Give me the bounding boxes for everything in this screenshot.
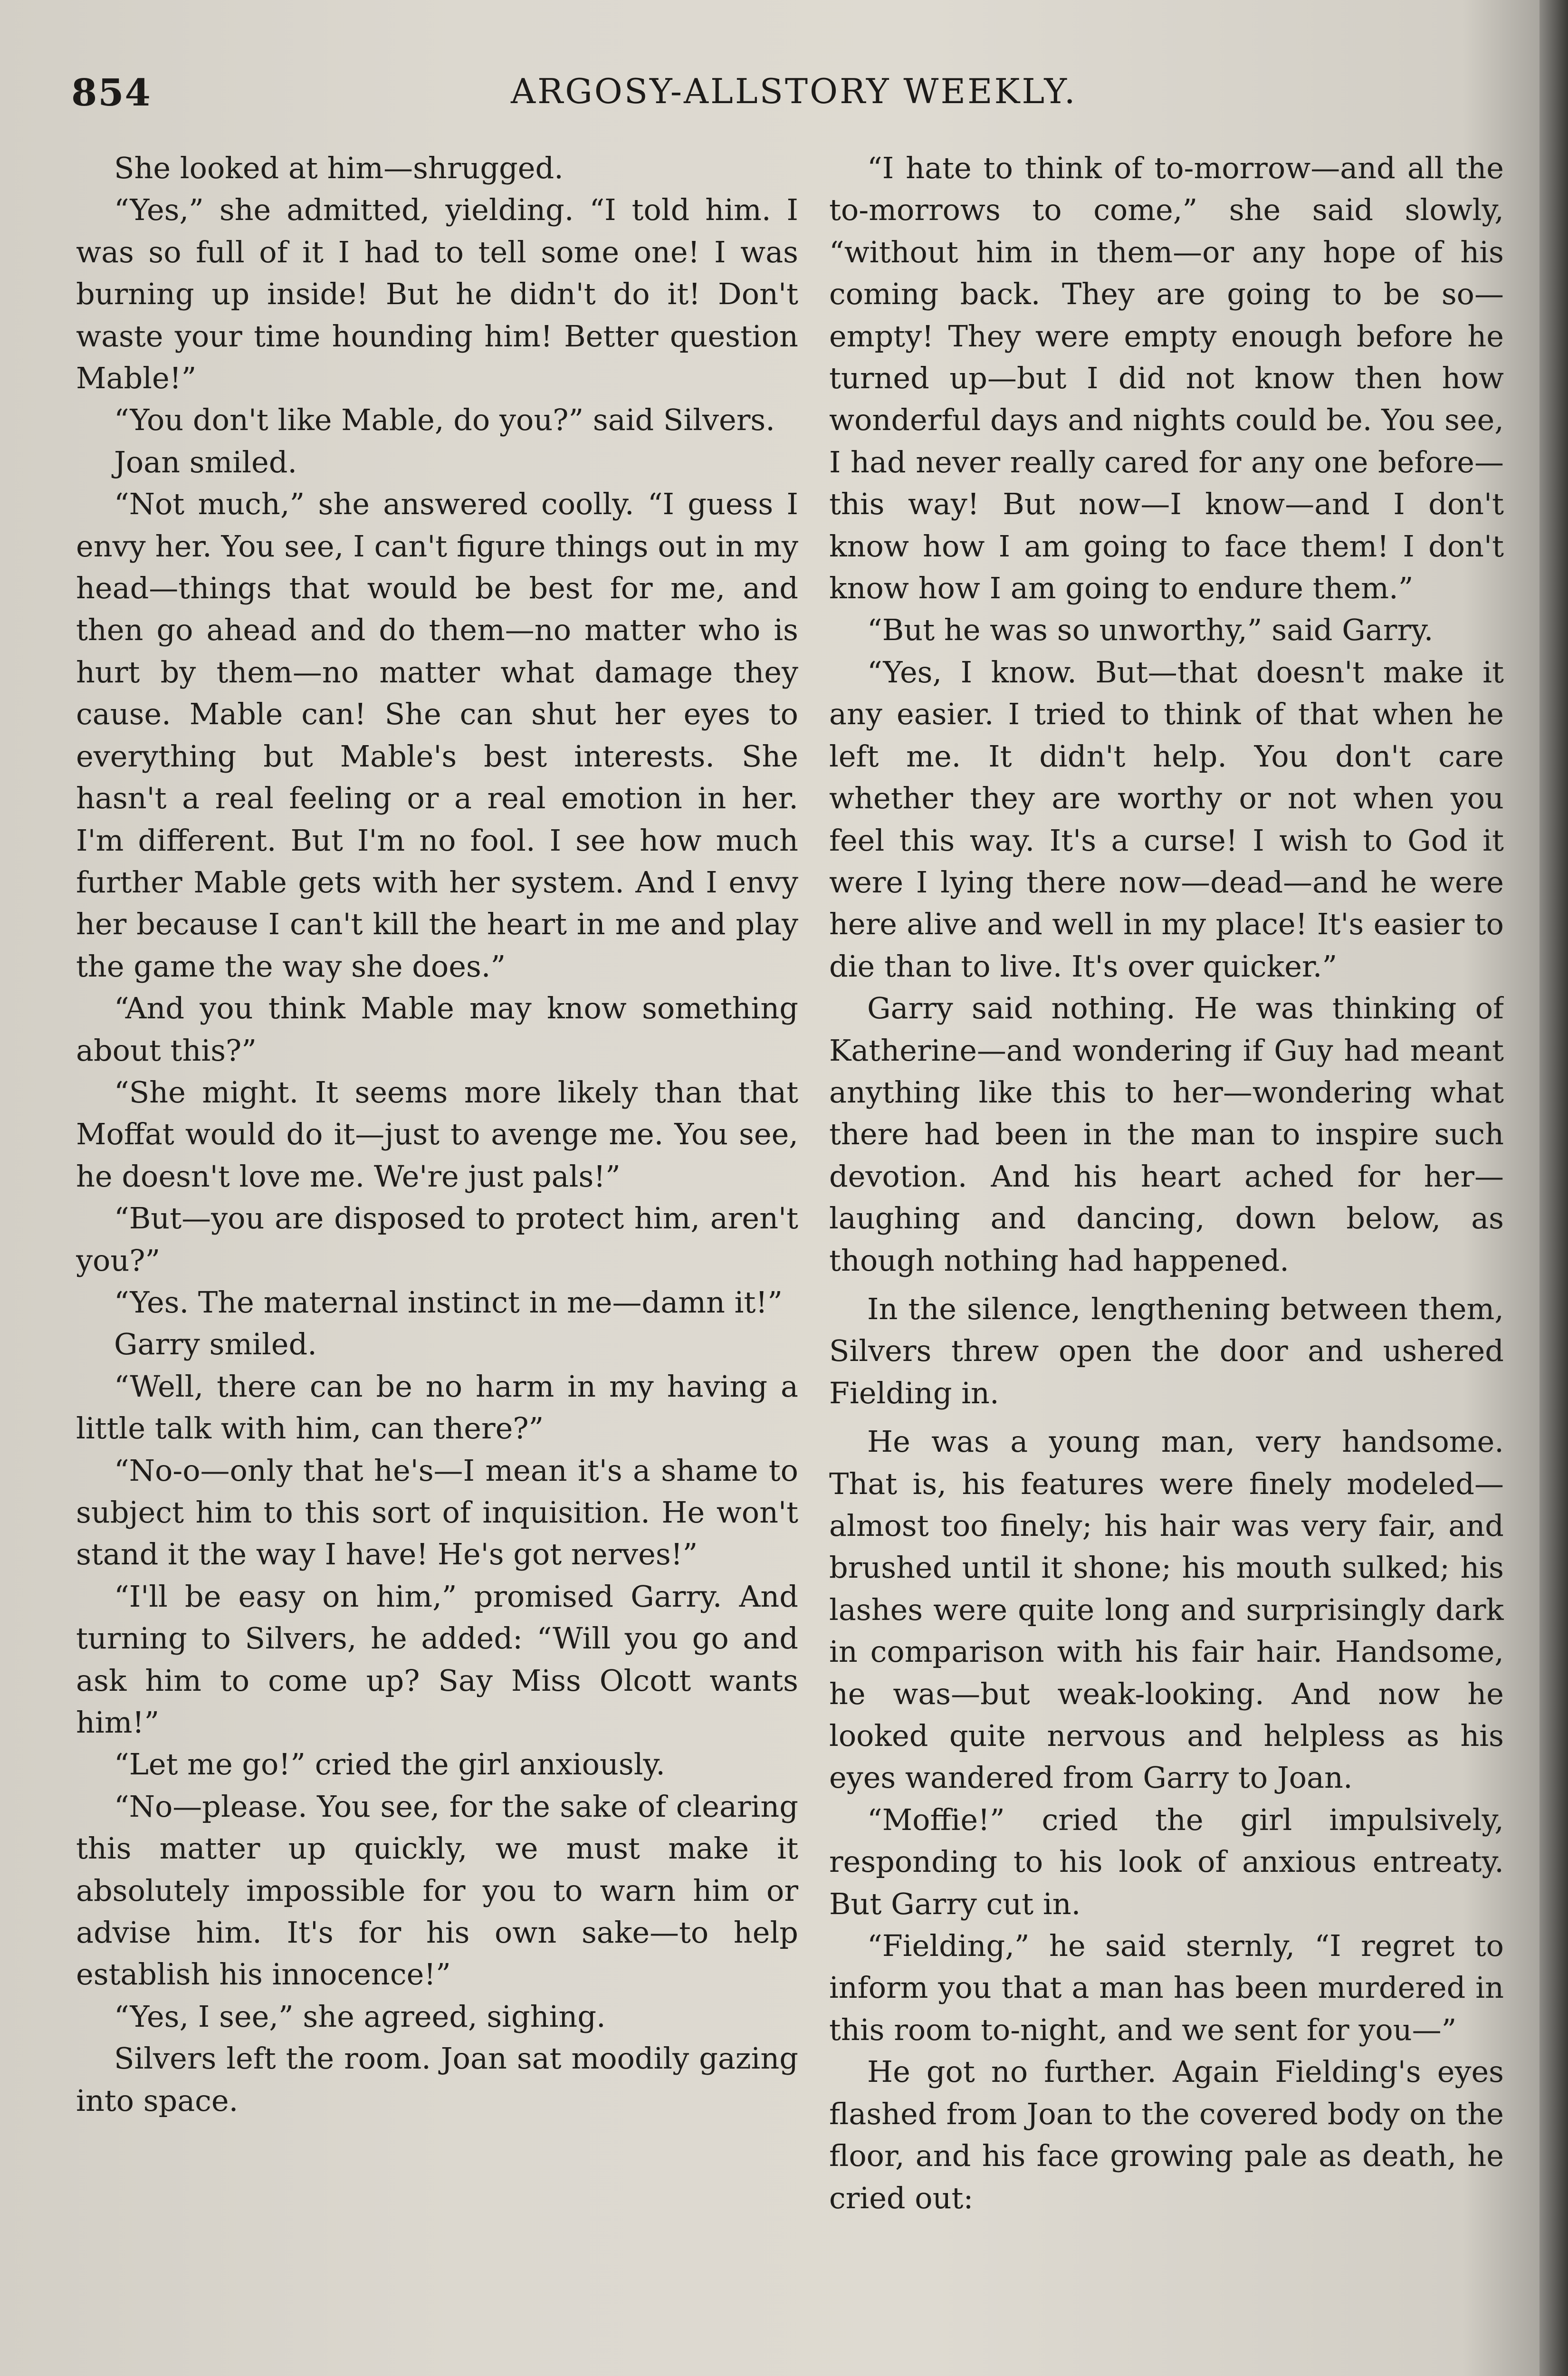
text-column-right (829, 147, 1504, 2376)
paragraph: “Yes, I know. But—that doesn't make it any easier. I tried to think of that when he left me. It didn't help. You don't care whether they are worthy or not when you feel this way. It's a curse! I wish to God it were I lying there now—dead—and he were here alive and well in my place! It's easier to die than to live. It's over quicker.” (829, 654, 1504, 984)
paragraph: “Not much,” she answered coolly. “I guess I envy her. You see, I can't figure things out in my head—things that would be best for me, and then go ahead and do them—no matter who is hurt by them—no matter what damage they cause. Mable can! She can shut her eyes to everything but Mable's best interests. She hasn't a real feeling or a real emotion in her. I'm different. But I'm no fool. I see how much further Mable gets with her system. And I envy her because I can't kill the heart in me and play the game the way she does.” (76, 487, 798, 984)
paragraph: “But—you are disposed to protect him, aren't you?” (76, 1201, 798, 1278)
paragraph: Garry smiled. (114, 1327, 317, 1362)
paragraph: “No—please. You see, for the sake of clearing this matter up quickly, we must make it absolutely impossible for you to warn him or advise him. It's for his own sake—to help establish his innocence!” (76, 1789, 798, 1992)
paragraph: Joan smiled. (114, 444, 297, 479)
paragraph: “Yes, I see,” she agreed, sighing. (114, 1999, 606, 2034)
paragraph: “You don't like Mable, do you?” said Silvers. (114, 402, 775, 438)
page-edge-shadow (1539, 0, 1568, 2376)
text-column-left (76, 147, 798, 2376)
paragraph: Silvers left the room. Joan sat moodily gazing into space. (76, 2041, 798, 2118)
paragraph: “Yes,” she admitted, yielding. “I told him. I was so full of it I had to tell some one! I was burning up inside! But he didn't do it! Don't waste your time hounding him! Better question Mable!” (76, 192, 798, 396)
paragraph: “Fielding,” he said sternly, “I regret to inform you that a man has been murdered in this room to-night, and we sent for you—” (829, 1928, 1504, 2047)
page-number: 854 (71, 71, 152, 115)
paragraph: “Yes. The maternal instinct in me—damn it!” (114, 1284, 783, 1320)
paragraph: “Well, there can be no harm in my having a little talk with him, can there?” (76, 1369, 798, 1446)
paragraph: “Moffie!” cried the girl impulsively, responding to his look of anxious entreaty. But Garry cut in. (829, 1802, 1504, 1921)
paragraph: He was a young man, very handsome. That is, his features were finely modeled—almost too finely; his hair was very fair, and brushed until it shone; his mouth sulked; his lashes were quite long and surprisingly dark in comparison with his fair hair. Handsome, he was—but weak-looking. And now he looked quite nervous and helpless as his eyes wandered from Garry to Joan. (829, 1424, 1504, 1795)
magazine-title: ARGOSY-ALLSTORY WEEKLY. (511, 71, 1077, 111)
paragraph: “I'll be easy on him,” promised Garry. And turning to Silvers, he added: “Will you go and ask him to come up? Say Miss Olcott wants him!” (76, 1579, 798, 1740)
running-head (71, 71, 1497, 124)
paragraph: Garry said nothing. He was thinking of Katherine—and wondering if Guy had meant anything like this to her—wondering what there had been in the man to inspire such devotion. And his heart ached for her—laughing and dancing, down below, as though nothing had happened. (829, 991, 1504, 1278)
paragraph: “And you think Mable may know something about this?” (76, 991, 798, 1068)
paragraph: “But he was so unworthy,” said Garry. (867, 613, 1434, 648)
paragraph: In the silence, lengthening between them, Silvers threw open the door and ushered Fielding in. (829, 1291, 1504, 1410)
paragraph: “Let me go!” cried the girl anxiously. (114, 1747, 666, 1782)
paragraph: “No-o—only that he's—I mean it's a shame to subject him to this sort of inquisition. He won't stand it the way I have! He's got nerves!” (76, 1453, 798, 1572)
paragraph: She looked at him—shrugged. (114, 151, 564, 185)
paragraph: “She might. It seems more likely than that Moffat would do it—just to avenge me. You see, he doesn't love me. We're just pals!” (76, 1074, 798, 1194)
paragraph: “I hate to think of to-morrow—and all the to-morrows to come,” she said slowly, “without him in them—or any hope of his coming back. They are going to be so—empty! They were empty enough before he turned up—but I did not know then how wonderful days and nights could be. You see, I had never really cared for any one before—this way! But now—I know—and I don't know how I am going to face them! I don't know how I am going to endure them.” (829, 151, 1504, 606)
paragraph: He got no further. Again Fielding's eyes flashed from Joan to the covered body on the floor, and his face growing pale as death, he cried out: (829, 2054, 1504, 2215)
